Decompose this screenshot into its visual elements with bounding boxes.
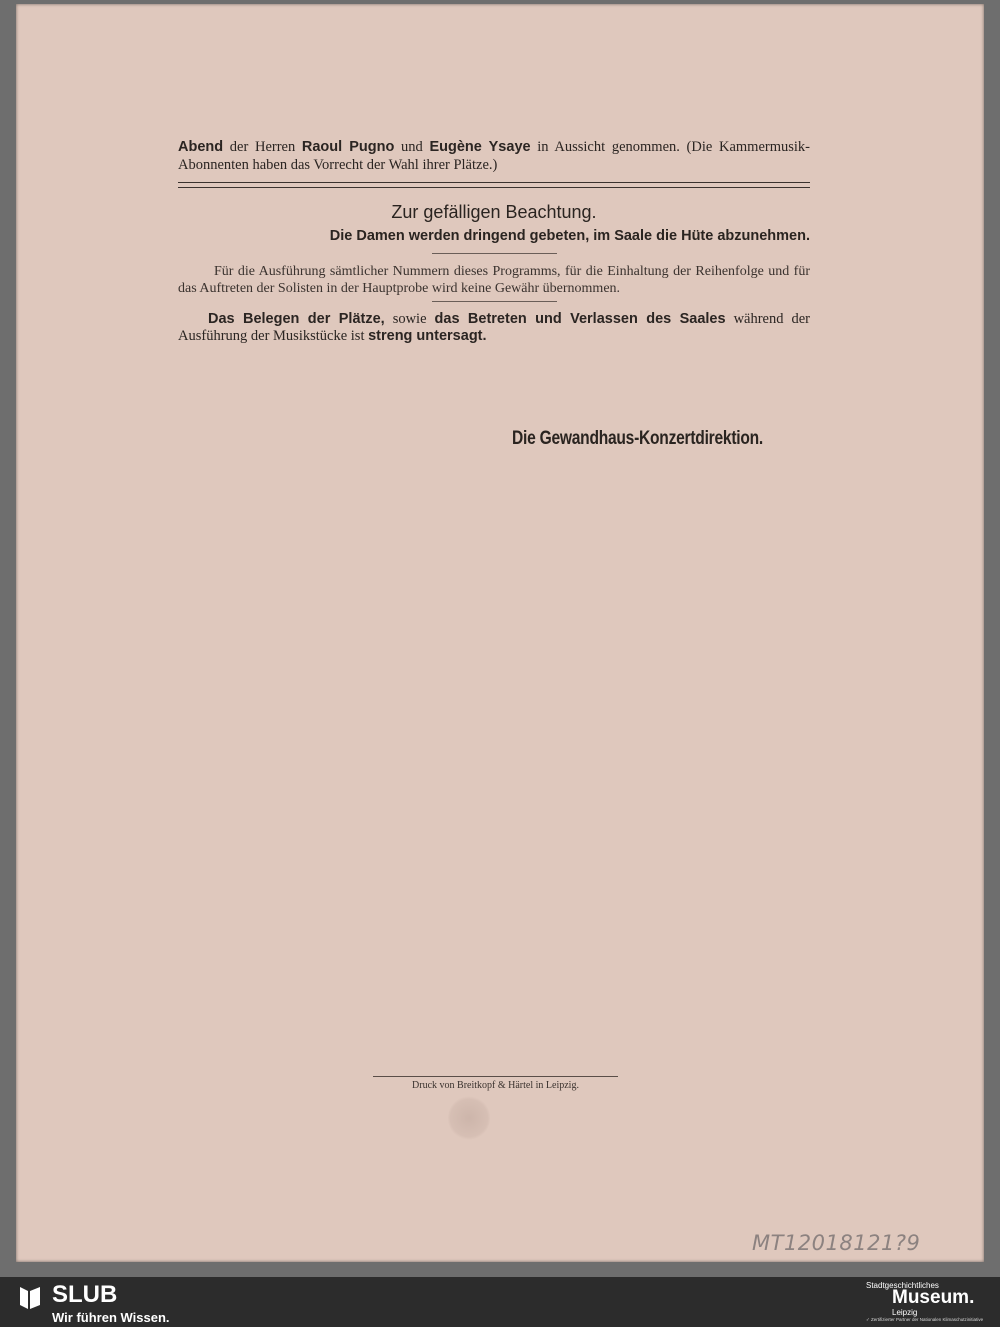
- document-content: [178, 138, 810, 345]
- rules-bold-2: das Betreten und Verlassen des Saales: [434, 311, 726, 327]
- museum-name[interactable]: Museum.: [892, 1287, 975, 1308]
- museum-city: Leipzig: [892, 1308, 918, 1317]
- library-tagline: Wir führen Wissen.: [52, 1310, 170, 1325]
- inventory-number: MT12018121?9: [752, 1231, 921, 1255]
- library-name[interactable]: SLUB: [52, 1281, 118, 1308]
- intro-bold-3: Eugène Ysaye: [429, 139, 531, 155]
- intro-text-3: in Aussicht genommen. (Die Kammermusik-Abonnenten haben das Vorrecht der Wahl ihrer Plätze.): [178, 139, 810, 173]
- intro-text-1: der Herren: [223, 139, 302, 155]
- signature: Die Gewandhaus-Konzertdirektion.: [512, 428, 763, 449]
- embossed-seal-icon: [448, 1095, 490, 1141]
- notice-title: Zur gefälligen Beachtung.: [391, 202, 597, 222]
- disclaimer-paragraph: Für die Ausführung sämtlicher Nummern dieses Programms, für die Einhaltung der Reihenfolge und für das Auftreten der Solisten in der Hauptprobe wird keine Gewähr übernommen.: [178, 264, 810, 296]
- intro-text-2: und: [394, 139, 430, 155]
- slub-book-icon[interactable]: [18, 1285, 42, 1311]
- rules-bold-3: streng untersagt.: [368, 328, 487, 344]
- imprint-divider: [373, 1076, 618, 1077]
- notice-subtitle: Die Damen werden dringend gebeten, im Saale die Hüte abzunehmen.: [329, 228, 810, 244]
- intro-bold-1: Abend: [178, 139, 224, 155]
- short-divider-2: [432, 301, 557, 302]
- footer-bar: [0, 1277, 1000, 1327]
- intro-paragraph: [178, 138, 810, 174]
- rules-bold-1: Das Belegen der Plätze,: [208, 311, 385, 327]
- rules-text-2: während der Ausführung der Musikstücke ist: [178, 311, 811, 344]
- printer-imprint: Druck von Breitkopf & Härtel in Leipzig.: [412, 1080, 579, 1091]
- double-divider: [178, 182, 810, 188]
- museum-note: ✓ Zertifizierter Partner der Nationalen Klimaschutzinitiative: [866, 1317, 984, 1322]
- rules-text-1: sowie: [384, 311, 435, 327]
- short-divider-1: [432, 253, 557, 254]
- intro-bold-2: Raoul Pugno: [301, 139, 395, 155]
- museum-label-top: Stadtgeschichtliches: [866, 1281, 939, 1290]
- rules-paragraph: [178, 311, 810, 345]
